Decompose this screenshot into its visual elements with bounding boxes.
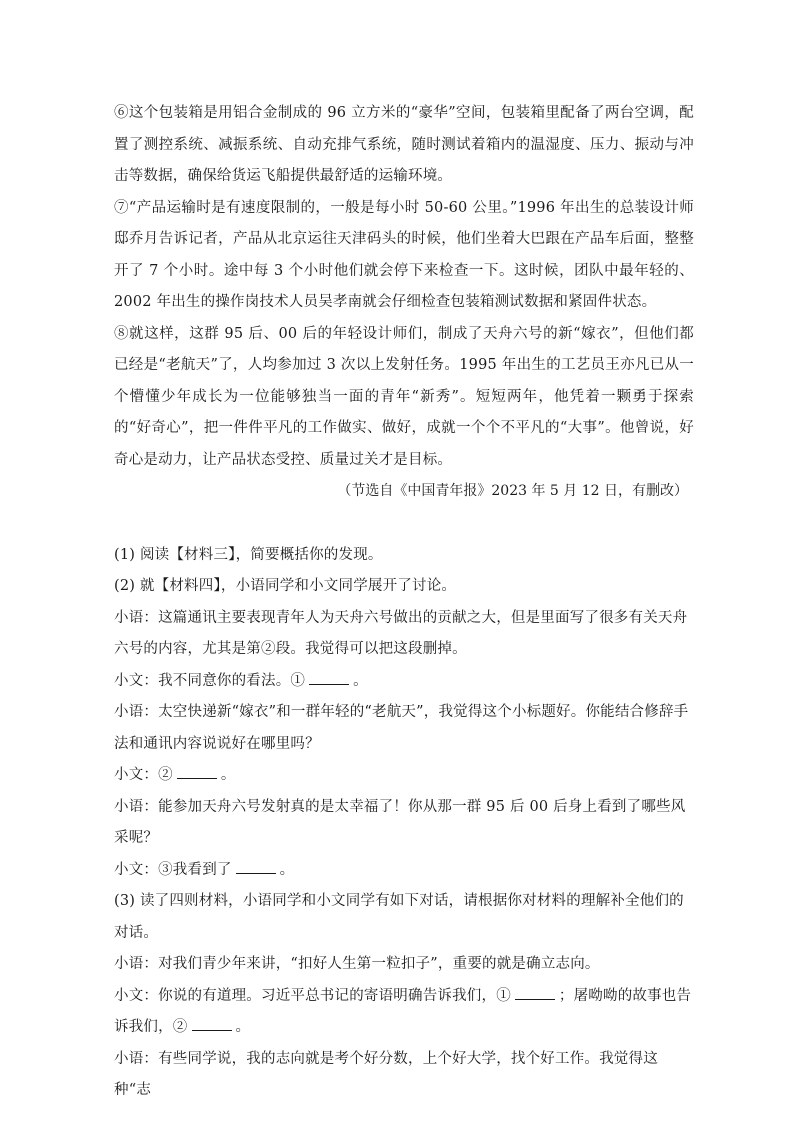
dialog-text: 。 [279, 861, 295, 878]
dialog-text: 小文：② [114, 767, 173, 783]
document-page [114, 98, 694, 1107]
dialog-line [114, 760, 694, 792]
dialog-line: 小语：有些同学说，我的志向就是考个好分数，上个好大学，找个好工作。我觉得这种“志 [114, 1050, 658, 1098]
answer-blank-2[interactable] [177, 764, 217, 779]
dialog-line [114, 981, 694, 1044]
article-source: （节选自《中国青年报》2023 年 5 月 12 日，有删改） [337, 483, 688, 499]
question-3: (3) 读了四则材料，小语同学和小文同学有如下对话，请根据你对材料的理解补全他们的对话。 [114, 893, 684, 941]
dialog-line [114, 855, 694, 887]
dialog-text: 。 [353, 672, 368, 689]
dialog-text: 小文：你说的有道理。习近平总书记的寄语明确告诉我们，① [114, 987, 511, 1004]
question-2: (2) 就【材料四】，小语同学和小文同学展开了讨论。 [114, 578, 457, 594]
article-paragraph-6: ⑥这个包装箱是用铝合金制成的 96 立方米的“豪华”空间，包装箱里配备了两台空调，配置了测控系统、减振系统、自动充排气系统，随时测试着箱内的温湿度、压力、振动与冲击等数据，确保给货运飞船提供最舒适的运输环境。 [114, 105, 694, 184]
dialog-text: 小文：我不同意你的看法。① [114, 672, 306, 689]
dialog-text: ；屠呦呦的故事也告诉我们，② [114, 987, 692, 1035]
dialog-line: 小语：能参加天舟六号发射真的是太幸福了！你从那一群 95 后 00 后身上看到了哪些风采呢？ [114, 798, 686, 846]
dialog-line: 小语：对我们青少年来讲，“扣好人生第一粒扣子”，重要的就是确立志向。 [114, 956, 600, 972]
answer-blank-1[interactable] [309, 670, 349, 685]
dialog-text: 小文：③我看到了 [114, 861, 232, 878]
answer-blank-5[interactable] [192, 1016, 232, 1031]
dialog-line: 小语：这篇通讯主要表现青年人为天舟六号做出的贡献之大，但是里面写了很多有关天舟六号的内容，尤其是第②段。我觉得可以把这段删掉。 [114, 609, 688, 657]
dialog-line: 小语：太空快递新“嫁衣”和一群年轻的“老航天”，我觉得这个小标题好。你能结合修辞手法和通讯内容说说好在哪里吗？ [114, 704, 689, 752]
answer-blank-3[interactable] [236, 859, 276, 874]
question-1: (1) 阅读【材料三】，简要概括你的发现。 [114, 546, 383, 563]
dialog-line [114, 666, 694, 698]
dialog-text: 。 [235, 1019, 251, 1035]
dialog-text: 。 [220, 767, 236, 783]
answer-blank-4[interactable] [515, 985, 555, 1000]
article-paragraph-8: ⑧就这样，这群 95 后、00 后的年轻设计师们，制成了天舟六号的新“嫁衣”，但他们都已经是“老航天”了，人均参加过 3 次以上发射任务。1995 年出生的工艺员王亦凡已从一个懵懂少年成长为一位能够独当一面的青年“新秀”。短短两年，他凭着一颗勇于探索的“好奇心”，把一件件平凡的工作做实、做好，成就一个个不平凡的“大事”。他曾说，好奇心是动力，让产品状态受控、质量过关才是目标。 [114, 325, 694, 468]
article-paragraph-7: ⑦“产品运输时是有速度限制的，一般是每小时 50-60 公里。”1996 年出生的总装设计师邸乔月告诉记者，产品从北京运往天津码头的时候，他们坐着大巴跟在产品车后面，整整开了 7 个小时。途中每 3 个小时他们就会停下来检查一下。这时候，团队中最年轻的、2002 年出生的操作岗技术人员吴孝南就会仔细检查包装箱测试数据和紧固件状态。 [114, 199, 694, 310]
section-gap [114, 508, 694, 540]
